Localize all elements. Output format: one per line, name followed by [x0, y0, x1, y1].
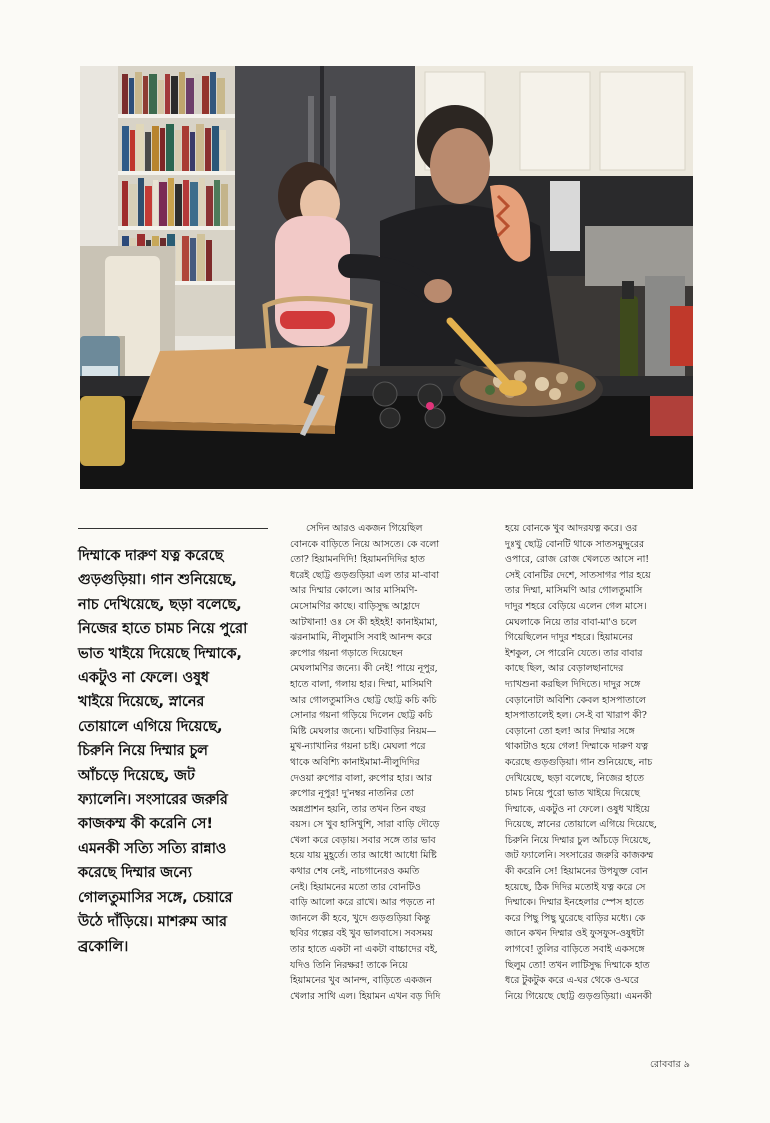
- body-line: করে পিছু পিছু ঘুরেছে বাড়ির মধ্যে। কে: [505, 912, 646, 924]
- body-line: বেড়ানো তো হল! আর দিম্মার সঙ্গে: [505, 725, 635, 737]
- pull-quote-line: নাচ দেখিয়েছে, ছড়া বলেছে,: [78, 595, 242, 613]
- body-line: জানলে কী হবে, খুদে গুড়গুড়িয়া কিন্তু: [290, 912, 431, 924]
- pull-quote-line: চিরুনি নিয়ে দিম্মার চুল: [78, 742, 208, 760]
- body-line: নিয়ে গিয়েছে ছোট্ট গুড়গুড়িয়া। এমনকী: [505, 990, 652, 1002]
- pull-quote-line: ফ্যালেনি। সংসারের জরুরি: [78, 791, 228, 809]
- body-line: ছিলুম তো! তখন লাটিসুদ্ধ দিম্মাকে হাত: [505, 959, 650, 971]
- pull-quote-line: দিম্মাকে দারুণ যত্ন করেছে: [78, 547, 224, 564]
- body-line: থাকে অবিশ্যি কানাইমামা-নীলুদিদির: [290, 756, 420, 768]
- pull-quote-line: একটুও না ফেলে। ওষুধ: [78, 669, 209, 687]
- page-footer: রোববার ৯: [650, 1059, 690, 1070]
- body-line: দুঃখু ছোট্ট বোনটি থাকে সাতসমুদ্দুরের: [505, 538, 644, 550]
- pull-quote-line: উঠে দাঁড়িয়ে। মাশরুম আর: [78, 913, 227, 931]
- body-line: তো? হিয়ামনদিদি! হিয়ামনদিদির হাত: [290, 554, 425, 566]
- body-line: ছবির গল্পের বই খুব ভালবাসে। সবসময়: [290, 928, 433, 940]
- body-line: সেদিন আরও একজন গিয়েছিল: [306, 523, 423, 534]
- body-line: নেই। হিয়ামনের মতো তার বোনটিও: [290, 881, 421, 893]
- body-line: ওপারে, রোজ রোজ খেলতে আসে না!: [505, 554, 649, 566]
- body-line: মুখ-ন্যাখানির গয়না চাই। মেঘলা পরে: [290, 741, 426, 753]
- body-line: খেলা করে বেড়ায়। সবার সঙ্গে তার ভাব: [290, 834, 436, 846]
- body-line: জানে কখন দিম্মার ওই ফুসফুস-ওষুধটা: [505, 928, 645, 940]
- body-line: ঝরনামামি, নীলুমাসি সবাই আনন্দ করে: [290, 632, 432, 644]
- body-line: আটখানা! ওঃ সে কী হইহই! কানাইমামা,: [290, 616, 438, 628]
- body-line: হাতে বালা, গলায় হার। দিম্মা, মাসিমণি: [290, 678, 432, 690]
- body-line: করেছে গুড়গুড়িয়া। গান শুনিয়েছে, নাচ: [505, 756, 653, 768]
- body-line: দিয়েছে, স্নানের তোয়ালে এগিয়ে দিয়েছে,: [505, 819, 657, 831]
- body-line: কী করেনি সে! হিয়ামনের উপযুক্ত বোন: [505, 866, 648, 878]
- pull-quote-line: ব্রকোলি।: [78, 937, 129, 955]
- body-line: সেই বোনটির দেশে, সাতসাগর পার হয়ে: [505, 569, 651, 581]
- body-line: গিয়েছিলেন দাদুর শহরে। হিয়ামনের: [505, 632, 633, 644]
- pull-quote-line: তোয়ালে এগিয়ে দিয়েছে,: [78, 717, 223, 735]
- pull-quote-line: কাজকম্ম কী করেনি সে!: [78, 815, 213, 833]
- body-line: অন্নপ্রাশন হয়নি, তার তখন তিন বছর: [290, 803, 426, 815]
- body-line: ধরেই ছোট্ট গুড়গুড়িয়া এল তার মা-বাবা: [290, 569, 440, 581]
- body-line: তার হাতে একটা না একটা বাচ্চাদের বই,: [290, 944, 438, 956]
- body-line: মেঘলাকে নিয়ে তার বাবা-মা'ও চলে: [505, 616, 637, 628]
- body-line: চিরুনি নিয়ে দিম্মার চুল আঁচড়ে দিয়েছে,: [505, 834, 652, 846]
- body-line: রুপোর নূপুর! দু'নম্বর নাতনির তো: [290, 788, 414, 800]
- body-line: আর দিম্মার কোলে। আর মাসিমণি-: [290, 585, 418, 597]
- body-line: হয়ে বোনকে খুব আদরযত্ন করে। ওর: [505, 523, 638, 534]
- pull-quote-rule: [78, 528, 268, 529]
- pull-quote-line: করেছে দিম্মার জন্যে: [78, 864, 192, 882]
- body-line: দ্যাখশুনা করছিল দিদিতে। দাদুর সঙ্গে: [505, 678, 641, 690]
- body-line: দেওয়া রুপোর বালা, রুপোর হার। আর: [290, 772, 433, 784]
- body-line: ধরে টুকটুক করে এ-ঘর থেকে ও-ঘরে: [505, 975, 639, 987]
- body-line: দিম্মাকে। দিম্মার ইনহেলার স্পেস হাতে: [505, 897, 644, 909]
- body-line: হয়েছে, ঠিক দিদির মতোই যত্ন করে সে: [505, 881, 646, 893]
- body-line: সোনার গয়না গড়িয়ে দিলেন ছোট্ট কচি: [290, 710, 433, 722]
- body-line: জট ফ্যালেনি। সংসারের জরুরি কাজকম্ম: [505, 850, 654, 862]
- pull-quote-line: ভাত খাইয়ে দিয়েছে দিম্মাকে,: [78, 644, 242, 662]
- body-line: লাগবে! তুলির বাড়িতে সবাই একসঙ্গে: [505, 944, 645, 956]
- body-line: ইশকুল, সে পারেনি যেতে। তার বাবার: [505, 647, 643, 659]
- body-line: হাসপাতালেই হল। সে-ই বা খারাপ কী?: [505, 710, 647, 722]
- body-line: খেলার সাথি এল। হিয়ামন এখন বড় দিদি: [290, 990, 441, 1002]
- pull-quote-line: নিজের হাতে চামচ নিয়ে পুরো: [78, 620, 248, 638]
- body-line: মিষ্টি মেঘলার জন্যে। ঘটিবাড়ির নিয়ম—: [290, 725, 437, 737]
- body-line: দেখিয়েছে, ছড়া বলেছে, নিজের হাতে: [505, 772, 644, 784]
- body-line: বাড়ি আলো করে রাখে। আর পড়তে না: [290, 897, 435, 909]
- body-line: রুপোর গয়না গড়াতে দিয়েছেন: [290, 647, 403, 659]
- body-line: মেঘলামণির জন্যে। কী নেই! পায়ে নূপুর,: [290, 663, 438, 675]
- pull-quote-line: গুড়গুড়িয়া। গান শুনিয়েছে,: [78, 571, 237, 589]
- body-line: মেসোমণির কাছে। বাড়িসুদ্ধ আহ্লাদে: [290, 600, 420, 612]
- article-photo: [80, 66, 693, 489]
- pull-quote-line: গোলতুমাসির সঙ্গে, চেয়ারে: [78, 888, 233, 906]
- body-line: হয়ে যায় মুহূর্তে। তার আধো আধো মিষ্টি: [290, 850, 437, 862]
- body-line: দিম্মাকে, একটুও না ফেলে। ওষুধ খাইয়ে: [505, 803, 650, 815]
- body-line: বেড়ানোটা অবিশ্যি কেবল হাসপাতালে: [505, 694, 646, 706]
- pull-quote-line: খাইয়ে দিয়েছে, স্নানের: [78, 693, 205, 711]
- body-column-right: [505, 521, 711, 1004]
- body-line: হিয়ামনের খুব আনন্দ, বাড়িতে একজন: [290, 975, 432, 987]
- body-line: আর গোলতুমাসিও ছোট্ট ছোট্ট কচি কচি: [290, 694, 437, 706]
- body-line: কথার শেষ নেই, নাচগানেরও কমতি: [290, 866, 420, 878]
- body-line: থাকাটাও হয়ে গেল! দিম্মাকে দারুণ যত্ন: [505, 741, 649, 753]
- body-line: যদিও তিনি নিরক্ষর! তাকে নিয়ে: [290, 959, 408, 971]
- pull-quote-line: আঁচড়ে দিয়েছে, জট: [78, 766, 195, 784]
- body-column-middle: [290, 521, 496, 1004]
- body-line: বোনকে বাড়িতে নিয়ে আসতে। কে বলো: [290, 538, 440, 550]
- body-line: কাছে ছিল, আর বেড়ালছানাদের: [505, 663, 624, 675]
- body-line: বয়স। সে খুব হাসিখুশি, সারা বাড়ি দৌড়ে: [290, 819, 440, 831]
- pull-quote-line: এমনকী সত্যি সত্যি রান্নাও: [78, 839, 227, 857]
- pull-quote: [78, 544, 274, 959]
- body-line: তার দিম্মা, মাসিমণি আর গোলতুমাসি: [505, 585, 643, 597]
- body-line: দাদুর শহরে বেড়িয়ে এলেন গেল মাসে।: [505, 600, 647, 612]
- body-line: চামচ নিয়ে পুরো ভাত খাইয়ে দিয়েছে: [505, 788, 640, 800]
